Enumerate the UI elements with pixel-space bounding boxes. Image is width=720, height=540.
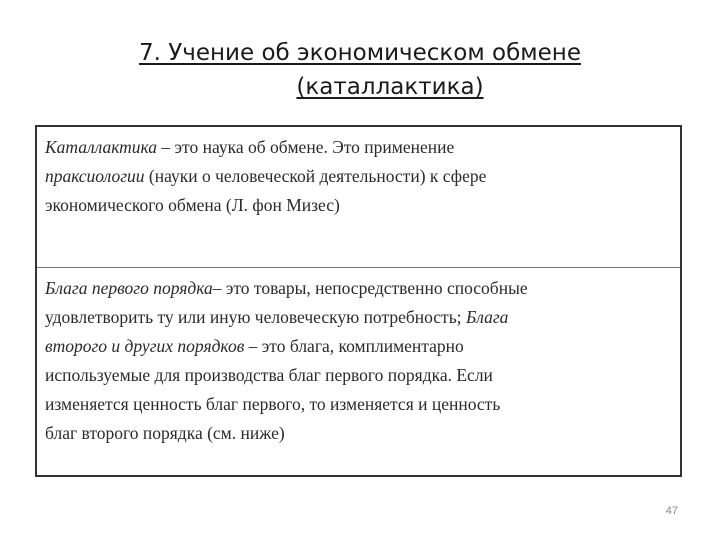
term-catallactics: Каталлактика — [45, 137, 158, 157]
definition-text: – это наука об обмене. Это применение — [157, 137, 455, 157]
definition-line — [45, 191, 672, 220]
definition-line — [45, 162, 672, 191]
definition-text: (науки о человеческой деятельности) к сфере — [144, 166, 487, 186]
definition-text: экономического обмена (Л. фон Мизес) — [45, 195, 340, 215]
term-first-order-goods: Блага первого порядка — [45, 278, 213, 298]
definition-line — [45, 361, 672, 390]
definition-line — [45, 303, 672, 332]
definition-text: используемые для производства благ первого порядка. Если — [45, 365, 493, 385]
term-praxeology: праксиологии — [45, 166, 145, 186]
definition-text: благ второго порядка (см. ниже) — [45, 423, 285, 443]
definition-text: – это блага, комплиментарно — [244, 336, 464, 356]
page-number: 47 — [665, 505, 678, 517]
definition-line — [45, 390, 672, 419]
definition-line — [45, 133, 672, 162]
slide-title — [0, 36, 720, 104]
definition-line — [45, 274, 672, 303]
term-higher-order-goods: Блага — [465, 307, 509, 327]
definition-text: изменяется ценность благ первого, то изменяется и ценность — [45, 394, 501, 414]
definitions-table — [35, 125, 682, 477]
definition-text: удовлетворить ту или иную человеческую потребность; — [45, 307, 466, 327]
definition-cell-catallactics — [37, 127, 680, 268]
definition-line — [45, 419, 672, 448]
definition-line — [45, 332, 672, 361]
definition-cell-goods-orders — [37, 268, 680, 477]
term-higher-order-goods-cont: второго и других порядков — [45, 336, 245, 356]
slide-title-line-1: 7. Учение об экономическом обмене — [139, 40, 581, 66]
definition-text: – это товары, непосредственно способные — [212, 278, 528, 298]
slide-title-line-2: (каталлактика) — [296, 74, 484, 100]
